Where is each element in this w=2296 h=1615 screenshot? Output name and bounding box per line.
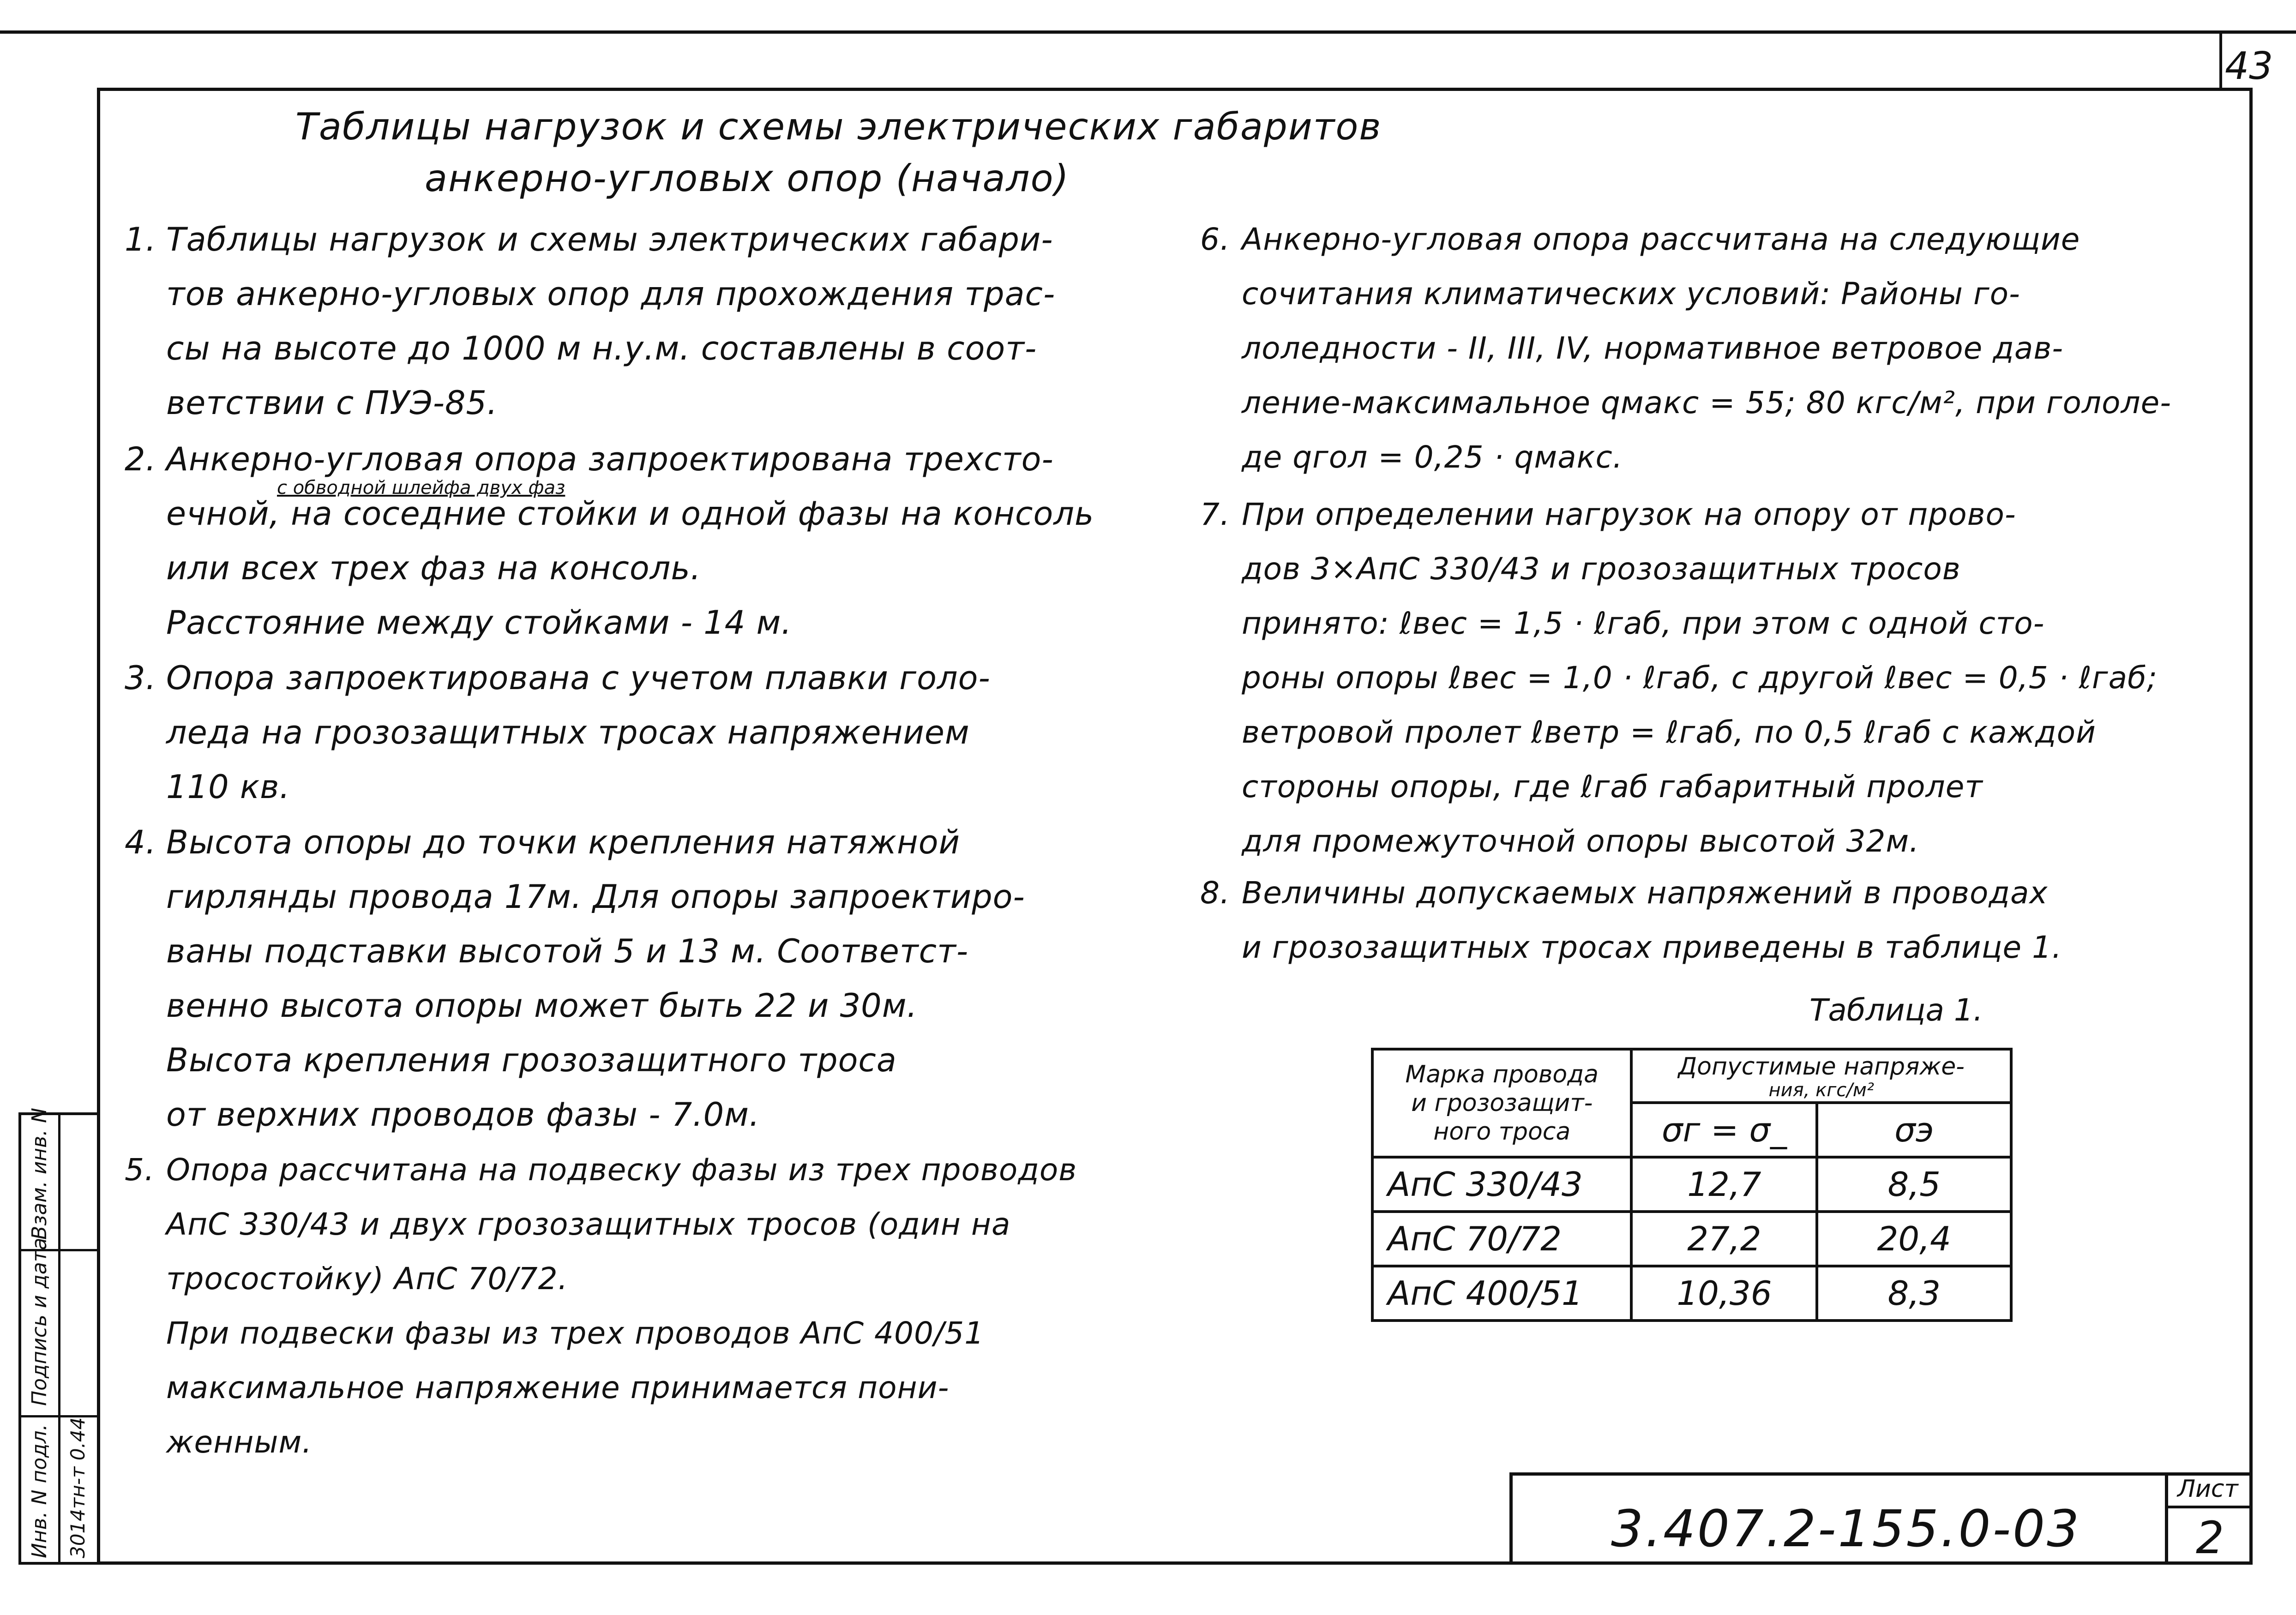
note-line: гирлянды провода 17м. Для опоры запроектиро- [166,878,1025,916]
stamp-label-inv-original: Инв. N подл. [28,1424,51,1558]
note-2-insertion: с обводной шлейфа двух фаз [277,477,565,498]
stamp-inv-value: 3014тн-т 0.44 [66,1417,89,1558]
note-line: венно высота опоры может быть 22 и 30м. [166,987,918,1025]
sheet-number: 2 [2196,1512,2224,1564]
note-line: дов 3×АпС 330/43 и грозозащитных тросов [1242,551,1961,587]
note-line: леда на грозозащитных тросах напряжением [166,714,970,751]
sheet-label: Лист [2177,1475,2238,1503]
note-line: ветствии с ПУЭ-85. [166,384,498,422]
header-line: ния, кгс/м² [1768,1080,1874,1101]
table-row [1372,1157,2011,1212]
table-cell-sigma-e: 8,3 [1817,1266,2011,1321]
table-header-sigma-g: σг = σ_ [1631,1103,1817,1157]
table-cell-sigma-e: 20,4 [1817,1212,2011,1266]
note-line: принято: ℓвес = 1,5 · ℓгаб, при этом с одной сто- [1242,606,2045,641]
note-number: 4. [125,823,156,861]
note-line: или всех трех фаз на консоль. [166,549,701,587]
table-cell-sigma-g: 27,2 [1631,1212,1817,1266]
note-line: сы на высоте до 1000 м н.у.м. составлены в соот- [166,330,1037,367]
note-number: 3. [125,659,156,697]
note-2 [125,432,1094,650]
note-line: Высота опоры до точки крепления натяжной [166,823,961,861]
top-rule [0,30,2296,34]
note-line: Опора рассчитана на подвеску фазы из трех проводов [166,1152,1077,1188]
note-line: тов анкерно-угловых опор для прохождения трас- [166,275,1056,313]
page-title-line2: анкерно-угловых опор (начало) [425,157,1070,200]
note-line: ветровой пролет ℓветр = ℓгаб, по 0,5 ℓгаб с каждой [1242,714,2096,750]
note-line: лоледности - II, III, IV, нормативное ветровое дав- [1242,330,2064,366]
header-line: Допустимые напряже- [1678,1053,1965,1081]
note-line: ваны подставки высотой 5 и 13 м. Соответст- [166,932,969,970]
note-1 [125,212,1055,430]
note-line: Расстояние между стойками - 14 м. [166,604,792,642]
note-line: При подвески фазы из трех проводов АпС 400/51 [166,1315,985,1351]
table-header-sigma-e: σэ [1817,1103,2011,1157]
note-line: Таблицы нагрузок и схемы электрических габари- [166,221,1053,258]
archive-stamp-strip [18,1108,97,1565]
note-6 [1200,212,2171,485]
table-cell-wire: АпС 330/43 [1372,1157,1631,1212]
table-header-wire-grade [1372,1049,1631,1157]
table-cell-sigma-g: 10,36 [1631,1266,1817,1321]
note-line: Анкерно-угловая опора рассчитана на следующие [1242,222,2080,257]
sheet-box-divider [2168,1506,2253,1508]
page-title-line1: Таблицы нагрузок и схемы электрических габаритов [295,105,1382,148]
table-caption: Таблица 1. [1809,992,1983,1028]
note-line: Величины допускаемых напряжений в проводах [1242,875,2048,911]
note-line: максимальное напряжение принимается пони- [166,1370,950,1405]
note-line: АпС 330/43 и двух грозозащитных тросов (один на [166,1207,1011,1242]
note-line: При определении нагрузок на опору от прово- [1242,497,2016,532]
note-line: 110 кв. [166,768,290,806]
table-cell-wire: АпС 400/51 [1372,1266,1631,1321]
sheet-box [2165,1472,2253,1565]
header-line: и грозозащит- [1411,1089,1593,1117]
table-cell-sigma-g: 12,7 [1631,1157,1817,1212]
note-number: 7. [1200,497,1230,532]
table-cell-wire: АпС 70/72 [1372,1212,1631,1266]
table-header-allowed-stress [1631,1049,2011,1103]
note-line: роны опоры ℓвес = 1,0 · ℓгаб, с другой ℓвес = 0,5 · ℓгаб; [1242,660,2158,696]
note-number: 5. [125,1152,155,1188]
note-line: ечной, на соседние стойки и одной фазы на консоль [166,495,1094,533]
note-7 [1200,487,2158,869]
note-line: Анкерно-угловая опора запроектирована трехсто- [166,440,1054,478]
document-code: 3.407.2-155.0-03 [1611,1499,2081,1558]
header-line: Марка провода [1405,1061,1599,1088]
note-5 [125,1143,1077,1470]
note-line: Опора запроектирована с учетом плавки голо- [166,659,991,697]
sheet-corner-number: 43 [2225,44,2273,88]
note-number: 2. [125,440,156,478]
stress-table [1371,1048,2013,1322]
note-4 [125,815,1025,1142]
note-line: женным. [166,1424,313,1460]
note-line: и грозозащитных тросах приведены в таблице 1. [1242,930,2062,965]
note-number: 1. [125,221,156,258]
note-line: Высота крепления грозозащитного троса [166,1041,897,1079]
note-number: 6. [1200,222,1230,257]
table-row [1372,1212,2011,1266]
note-number: 8. [1200,875,1230,911]
note-3 [125,651,991,814]
note-line: тросостойку) АпС 70/72. [166,1261,568,1297]
stamp-label-replace-inv: Взам. инв. N [28,1108,51,1240]
note-8 [1200,866,2062,975]
note-line: де qгол = 0,25 · qмакс. [1242,439,1623,475]
note-line: от верхних проводов фазы - 7.0м. [166,1096,760,1134]
note-line: стороны опоры, где ℓгаб габаритный пролет [1242,769,1983,804]
note-line: для промежуточной опоры высотой 32м. [1242,823,1920,859]
note-line: ление-максимальное qмакс = 55; 80 кгс/м², при гололе- [1242,385,2172,420]
table-cell-sigma-e: 8,5 [1817,1157,2011,1212]
stamp-label-signature-date: Подпись и дата [28,1237,51,1406]
note-line: сочитания климатических условий: Районы го- [1242,276,2020,312]
sheet-corner [2219,30,2273,88]
header-line: ного троса [1433,1118,1571,1146]
table-row [1372,1266,2011,1321]
